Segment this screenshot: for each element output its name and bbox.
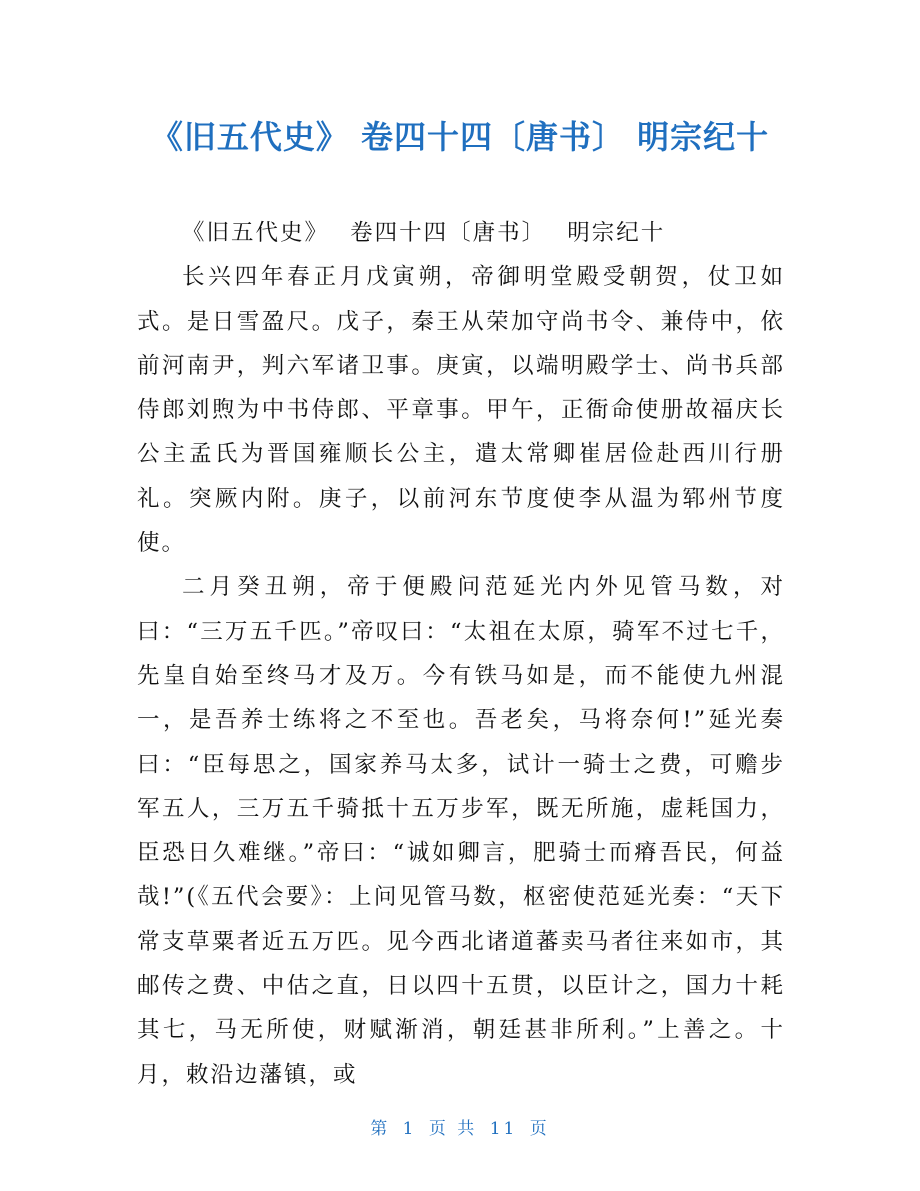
footer-middle: 页 共 xyxy=(428,1119,478,1139)
paragraph: 二月癸丑朔，帝于便殿问范延光内外见管马数，对曰：“三万五千匹。”帝叹曰：“太祖在太原，骑军不过七千，先皇自始至终马才及万。今有铁马如是，而不能使九州混一，是吾养士练将之不至也。吾老矣，马将奈何!”延光奏曰：“臣每思之，国家养马太多，试计一骑士之费，可赡步军五人，三万五千骑抵十五万步军，既无所施，虚耗国力，臣恐日久难继。”帝曰：“诚如卿言，肥骑士而瘠吾民，何益哉!”(《五代会要》：上问见管马数，枢密使范延光奏：“天下常支草粟者近五万匹。见今西北诸道蕃卖马者往来如市，其邮传之费、中估之直，日以四十五贯，以臣计之，国力十耗其七，马无所使，财赋渐消，朝廷甚非所利。”上善之。十月，敕沿边藩镇，或 xyxy=(137,574,785,1088)
footer-suffix: 页 xyxy=(529,1119,550,1139)
paragraph: 长兴四年春正月戊寅朔，帝御明堂殿受朝贺，仗卫如式。是日雪盈尺。戊子，秦王从荣加守尚书令、兼侍中，依前河南尹，判六军诸卫事。庚寅，以端明殿学士、尚书兵部侍郎刘煦为中书侍郎、平章事。甲午，正衙命使册故福庆长公主孟氏为晋国雍顺长公主，遣太常卿崔居俭赴西川行册礼。突厥内附。庚子，以前河东节度使李从温为郓州节度使。 xyxy=(137,264,785,557)
footer-page-number: 1 xyxy=(402,1119,417,1139)
footer-total-pages: 11 xyxy=(489,1119,518,1139)
document-subtitle: 《旧五代史》 卷四十四〔唐书〕 明宗纪十 xyxy=(182,220,666,246)
page-footer xyxy=(0,1114,920,1139)
footer-prefix: 第 xyxy=(370,1119,391,1139)
document-title: 《旧五代史》 卷四十四〔唐书〕 明宗纪十 xyxy=(150,118,770,156)
document-body xyxy=(137,211,785,1097)
